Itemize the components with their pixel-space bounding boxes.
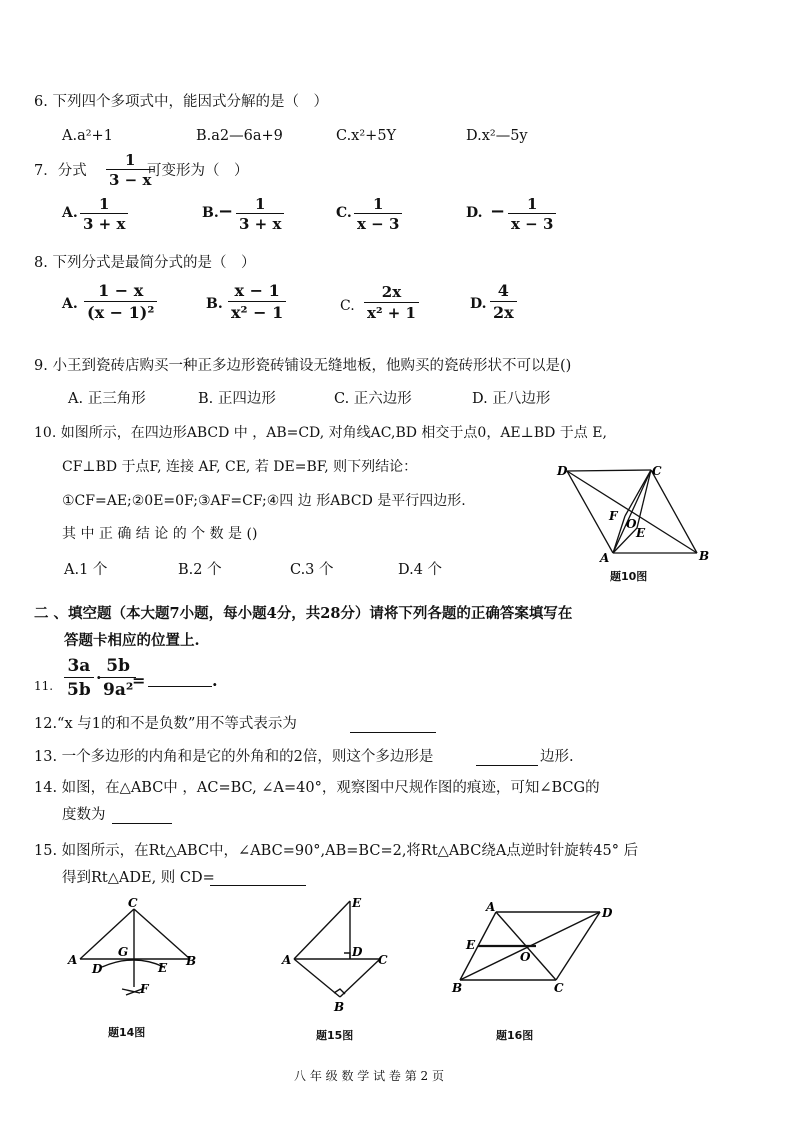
q11-answer-blank (148, 672, 212, 687)
fig10-label-d: D (557, 464, 568, 478)
q10-line4: 其 中 正 确 结 论 的 个 数 是 () (62, 526, 258, 542)
fig16-label-o: O (520, 950, 531, 964)
q14-line2: 度数为 (62, 807, 106, 823)
figure-16 (450, 898, 620, 996)
fig16-label-b: B (452, 981, 463, 995)
q7-option-d-fraction (508, 196, 556, 232)
fig16-label-c: C (554, 981, 564, 995)
fig16-label-e: E (466, 938, 476, 952)
q7-c-num: 1 (372, 195, 384, 213)
fig14-label-a: A (68, 953, 78, 967)
q7-fraction-denominator: 3 − x (106, 169, 154, 188)
q11-number: 11. (34, 679, 54, 693)
q11-equals: = (132, 671, 146, 690)
fig10-label-a: A (600, 551, 610, 565)
q7-b-den: 3 + x (236, 213, 284, 232)
q10-option-d: D.4 个 (398, 562, 443, 578)
q10-line1: 10. 如图所示，在四边形ABCD 中 ，AB=CD, 对角线AC,BD 相交于点0，AE⊥BD 于点 E, (34, 425, 607, 441)
q9-option-b: B. 正四边形 (198, 391, 276, 407)
q7-stem-suffix: 可变形为（ ） (147, 163, 249, 179)
q11-fraction-2 (100, 656, 136, 700)
q8-option-b-fraction (228, 282, 286, 322)
q7-option-d-label: D. (466, 205, 483, 221)
section2-heading: 二 、填空题（本大题7小题，每小题4分，共28分）请将下列各题的正确答案填写在 (34, 605, 573, 622)
q13-answer-blank (476, 749, 538, 766)
fig15-label-d: D (352, 945, 363, 959)
figure-14-caption: 题14图 (108, 1026, 146, 1039)
q8-option-c-fraction (364, 284, 419, 322)
q6-option-b: B.a2—6a+9 (196, 128, 283, 144)
q10-option-b: B.2 个 (178, 562, 222, 578)
q8-option-a-label: A. (62, 296, 78, 312)
q8-a-den: (x − 1)² (84, 301, 157, 322)
q7-option-b-sign: − (218, 201, 234, 222)
q8-option-d-fraction (490, 282, 517, 322)
q10-line2: CF⊥BD 于点F, 连接 AF, CE, 若 DE=BF, 则下列结论： (62, 459, 418, 475)
q15-line2: 得到Rt△ADE, 则 CD= (62, 870, 215, 886)
q8-d-den: 2x (490, 301, 517, 322)
q11-f2-den: 9a² (100, 677, 136, 700)
q8-d-num: 4 (497, 281, 509, 300)
q7-a-den: 3 + x (80, 213, 128, 232)
q7-b-num: 1 (254, 195, 266, 213)
q13-stem-b: 边形. (540, 749, 574, 765)
q7-stem-prefix: 7．分式 (34, 163, 87, 179)
q13-stem-a: 13. 一个多边形的内角和是它的外角和的2倍，则这个多边形是 (34, 749, 434, 765)
q7-fraction-numerator: 1 (124, 151, 136, 169)
q7-option-b-fraction (236, 196, 284, 232)
q8-c-den: x² + 1 (364, 302, 419, 322)
q8-option-c-label: C. (340, 298, 355, 314)
q8-option-b-label: B. (206, 296, 223, 312)
fig10-label-f: F (609, 509, 618, 523)
q11-f1-num: 3a (67, 656, 91, 676)
q9-stem: 9. 小王到瓷砖店购买一种正多边形瓷砖铺设无缝地板，他购买的瓷砖形状不可以是() (34, 358, 572, 374)
fig15-label-e: E (352, 896, 362, 910)
fig16-label-a: A (486, 900, 496, 914)
figure-10 (553, 458, 713, 570)
q7-option-b-label: B. (202, 205, 219, 221)
q14-answer-blank (112, 808, 172, 824)
fig14-label-g: G (118, 945, 129, 959)
q11-dot: · (96, 668, 102, 687)
fig14-label-b: B (186, 954, 197, 968)
q11-f2-num: 5b (106, 656, 130, 676)
fig10-label-e: E (636, 526, 646, 540)
q10-option-a: A.1 个 (64, 562, 108, 578)
q8-option-a-fraction (84, 282, 157, 322)
q9-option-c: C. 正六边形 (334, 391, 412, 407)
q7-option-a-label: A. (62, 205, 78, 221)
q8-c-num: 2x (381, 283, 402, 301)
q14-line1: 14. 如图，在△ABC中 ，AC=BC, ∠A=40°，观察图中尺规作图的痕迹，可知∠BCG的 (34, 780, 600, 796)
q12-answer-blank (350, 716, 436, 733)
q6-option-c: C.x²+5Y (336, 128, 397, 144)
q7-d-num: 1 (526, 195, 538, 213)
section2-heading-cont: 答题卡相应的位置上. (64, 632, 200, 649)
fig14-label-e: E (158, 961, 168, 975)
q8-a-num: 1 − x (98, 281, 144, 300)
q7-a-num: 1 (98, 195, 110, 213)
q15-answer-blank (210, 870, 306, 886)
fig14-label-f: F (140, 982, 149, 996)
fig10-label-o: O (626, 517, 637, 531)
q8-stem: 8. 下列分式是最简分式的是（ ） (34, 255, 256, 271)
q11-fraction-1 (64, 656, 94, 700)
q10-option-c: C.3 个 (290, 562, 334, 578)
fig15-label-a: A (282, 953, 292, 967)
q7-option-d-sign: − (490, 201, 506, 222)
fig10-label-c: C (652, 464, 662, 478)
q10-line3: ①CF=AE;②0E=0F;③AF=CF;④四 边 形ABCD 是平行四边形. (62, 493, 466, 509)
fig15-label-b: B (334, 1000, 345, 1014)
fig16-label-d: D (602, 906, 613, 920)
q8-b-num: x − 1 (234, 281, 280, 300)
page-footer: 八 年 级 数 学 试 卷 第 2 页 (294, 1069, 444, 1083)
figure-15 (278, 893, 398, 1017)
q8-b-den: x² − 1 (228, 301, 286, 322)
figure-14 (62, 895, 202, 1005)
q7-c-den: x − 3 (354, 213, 402, 232)
fig14-label-d: D (92, 962, 103, 976)
q9-option-d: D. 正八边形 (472, 391, 551, 407)
q6-stem: 6. 下列四个多项式中，能因式分解的是（ ） (34, 94, 328, 110)
q7-d-den: x − 3 (508, 213, 556, 232)
q6-option-d: D.x²—5y (466, 128, 528, 144)
q9-option-a: A. 正三角形 (68, 391, 146, 407)
q8-option-d-label: D. (470, 296, 487, 312)
q15-line1: 15. 如图所示，在Rt△ABC中，∠ABC=90°,AB=BC=2,将Rt△ABC绕A点逆时针旋转45° 后 (34, 843, 639, 859)
q12-stem: 12.“x 与1的和不是负数”用不等式表示为 (34, 716, 297, 732)
figure-16-caption: 题16图 (496, 1029, 534, 1042)
q7-option-a-fraction (80, 196, 128, 232)
figure-10-caption: 题10图 (610, 570, 648, 583)
fig15-label-c: C (378, 953, 388, 967)
fig14-label-c: C (128, 896, 138, 910)
figure-15-caption: 题15图 (316, 1029, 354, 1042)
q11-f1-den: 5b (64, 677, 94, 700)
q6-option-a: A.a²+1 (62, 128, 113, 144)
q7-option-c-fraction (354, 196, 402, 232)
q7-option-c-label: C. (336, 205, 352, 221)
fig10-label-b: B (699, 549, 710, 563)
q11-period: . (212, 671, 218, 690)
